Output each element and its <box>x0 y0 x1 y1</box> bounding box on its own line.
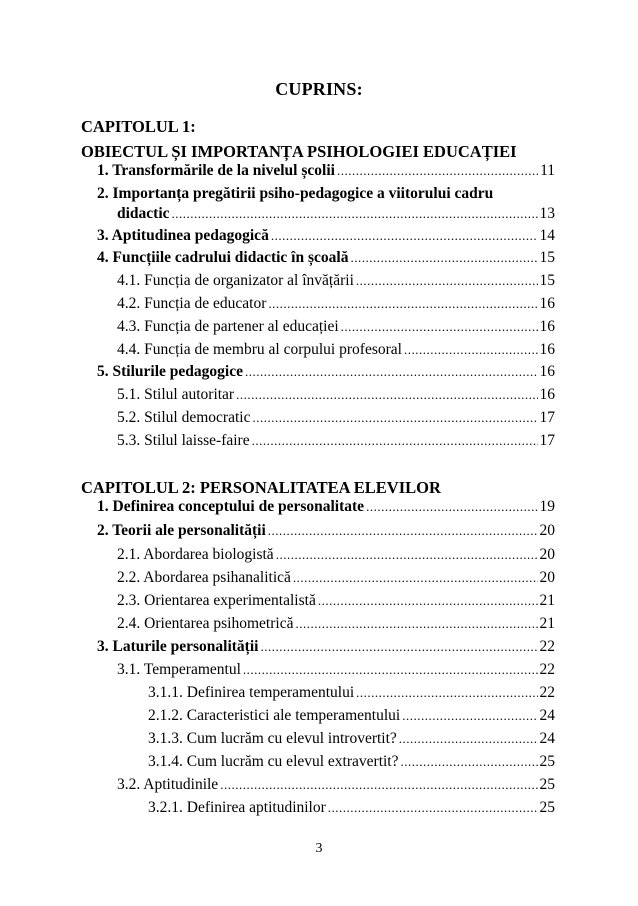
toc-entry-page: 16 <box>539 295 555 312</box>
toc-entry-page: 17 <box>539 432 555 449</box>
toc-entry-page: 22 <box>539 684 555 701</box>
toc-entry-page: 16 <box>539 386 555 403</box>
toc-entry[interactable] <box>117 544 555 566</box>
toc-entry-label: 1. Transformările de la nivelul școlii <box>97 162 335 179</box>
dot-leader <box>271 225 538 247</box>
dot-leader <box>252 407 537 429</box>
toc-entry[interactable] <box>97 520 555 542</box>
toc-entry-label: 2.3. Orientarea experimentalistă <box>117 592 316 609</box>
toc-entry-page: 20 <box>539 522 555 539</box>
toc-entry[interactable] <box>117 339 555 361</box>
toc-entry-label: 4.3. Funcția de partener al educației <box>117 318 339 335</box>
toc-entry[interactable] <box>117 430 555 452</box>
toc-entry-label: 3.1.4. Cum lucrăm cu elevul extravertit? <box>148 753 399 770</box>
dot-leader <box>328 797 538 819</box>
toc-entry-page: 21 <box>539 615 555 632</box>
toc-entry-page: 25 <box>539 753 555 770</box>
dot-leader <box>276 544 538 566</box>
toc-entry-page: 19 <box>539 498 555 515</box>
toc-entry-label: 1. Definirea conceptului de personalitate <box>97 498 365 515</box>
toc-entry-label: 3.1.3. Cum lucrăm cu elevul introvertit? <box>148 730 397 747</box>
dot-leader <box>350 247 537 269</box>
toc-entry-page: 20 <box>539 569 555 586</box>
toc-entry[interactable] <box>97 247 555 269</box>
toc-entry[interactable] <box>148 797 555 819</box>
toc-entry-page: 25 <box>539 799 555 816</box>
toc-entry-page: 16 <box>539 363 555 380</box>
dot-leader <box>356 682 537 704</box>
dot-leader <box>252 430 538 452</box>
toc-entry-page: 17 <box>539 409 555 426</box>
page-title: CUPRINS: <box>275 79 363 99</box>
toc-entry-label: 2.2. Abordarea psihanalitică <box>117 569 291 586</box>
toc-entry-page: 11 <box>540 162 555 179</box>
toc-entry-label: 3.2.1. Definirea aptitudinilor <box>148 799 326 816</box>
dot-leader <box>337 160 538 182</box>
dot-leader <box>399 728 538 750</box>
chapter-2-title: CAPITOLUL 2: PERSONALITATEA ELEVILOR <box>81 478 441 497</box>
toc-entry[interactable] <box>117 407 555 429</box>
dot-leader <box>404 339 538 361</box>
toc-entry-page: 21 <box>539 592 555 609</box>
toc-entry[interactable] <box>148 751 555 773</box>
toc-entry-label: 2.1.2. Caracteristici ale temperamentului <box>148 707 401 724</box>
toc-entry[interactable] <box>97 496 555 518</box>
toc-entry[interactable] <box>148 682 555 704</box>
dot-leader <box>366 496 537 518</box>
toc-entry-label: 3.1.1. Definirea temperamentului <box>148 684 355 701</box>
toc-entry-label: 2. Teorii ale personalității <box>97 522 266 539</box>
dot-leader <box>356 270 538 292</box>
toc-entry-label: 3.1. Temperamentul <box>117 661 241 678</box>
dot-leader <box>341 316 538 338</box>
dot-leader <box>243 659 538 681</box>
toc-entry-page: 22 <box>539 661 555 678</box>
toc-entry[interactable] <box>117 293 555 315</box>
toc-entry-page: 20 <box>539 546 555 563</box>
toc-entry-label: 3. Aptitudinea pedagogică <box>97 227 269 244</box>
toc-entry-page: 13 <box>539 205 555 222</box>
toc-entry[interactable] <box>117 203 555 225</box>
dot-leader <box>402 705 537 727</box>
toc-entry[interactable] <box>117 613 555 635</box>
toc-entry[interactable] <box>117 567 555 589</box>
toc-entry-label: 5.1. Stilul autoritar <box>117 386 235 403</box>
toc-entry-page: 24 <box>539 730 555 747</box>
dot-leader <box>293 567 538 589</box>
chapter-1-title: OBIECTUL ȘI IMPORTANȚA PSIHOLOGIEI EDUCAȚIEI <box>81 142 517 161</box>
toc-entry-label: 4.2. Funcția de educator <box>117 295 267 312</box>
dot-leader <box>236 384 537 406</box>
toc-entry[interactable] <box>148 705 555 727</box>
dot-leader <box>260 636 537 658</box>
toc-entry[interactable] <box>117 659 555 681</box>
toc-entry-label: 5.2. Stilul democratic <box>117 409 251 426</box>
toc-entry-label: 2.4. Orientarea psihometrică <box>117 615 294 632</box>
toc-entry[interactable] <box>97 225 555 247</box>
toc-entry[interactable] <box>97 160 555 182</box>
chapter-1-label: CAPITOLUL 1: <box>81 117 196 136</box>
toc-entry-label: 3. Laturile personalității <box>97 638 259 655</box>
dot-leader <box>220 774 537 796</box>
toc-entry-label: 4.4. Funcția de membru al corpului profesoral <box>117 341 402 358</box>
toc-entry-page: 15 <box>539 272 555 289</box>
toc-entry-label: 2.1. Abordarea biologistă <box>117 546 274 563</box>
page-number: 3 <box>315 841 323 856</box>
dot-leader <box>401 751 538 773</box>
toc-entry[interactable] <box>117 270 555 292</box>
toc-entry-page: 24 <box>539 707 555 724</box>
toc-entry[interactable] <box>117 774 555 796</box>
toc-entry-label-line1: 2. Importanța pregătirii psiho-pedagogice a viitorului cadru <box>97 185 494 202</box>
toc-entry[interactable] <box>117 384 555 406</box>
toc-entry-page: 16 <box>539 318 555 335</box>
dot-leader <box>172 203 538 225</box>
toc-entry[interactable] <box>148 728 555 750</box>
toc-entry-label: 3.2. Aptitudinile <box>117 776 219 793</box>
toc-entry-page: 15 <box>539 249 555 266</box>
toc-entry-page: 25 <box>539 776 555 793</box>
dot-leader <box>295 613 537 635</box>
dot-leader <box>245 361 538 383</box>
toc-entry-label: 5. Stilurile pedagogice <box>97 363 243 380</box>
toc-entry[interactable] <box>117 590 555 612</box>
toc-entry-page: 14 <box>539 227 555 244</box>
toc-entry-label: didactic <box>117 205 170 222</box>
toc-entry-label: 4. Funcțiile cadrului didactic în școală <box>97 249 349 266</box>
dot-leader <box>268 520 538 542</box>
toc-entry[interactable] <box>97 361 555 383</box>
dot-leader <box>268 293 537 315</box>
toc-entry-label: 5.3. Stilul laisse-faire <box>117 432 250 449</box>
toc-entry-page: 16 <box>539 341 555 358</box>
toc-entry[interactable] <box>117 316 555 338</box>
toc-entry[interactable] <box>97 636 555 658</box>
toc-entry-page: 22 <box>539 638 555 655</box>
toc-entry-label: 4.1. Funcția de organizator al învățării <box>117 272 354 289</box>
dot-leader <box>318 590 538 612</box>
